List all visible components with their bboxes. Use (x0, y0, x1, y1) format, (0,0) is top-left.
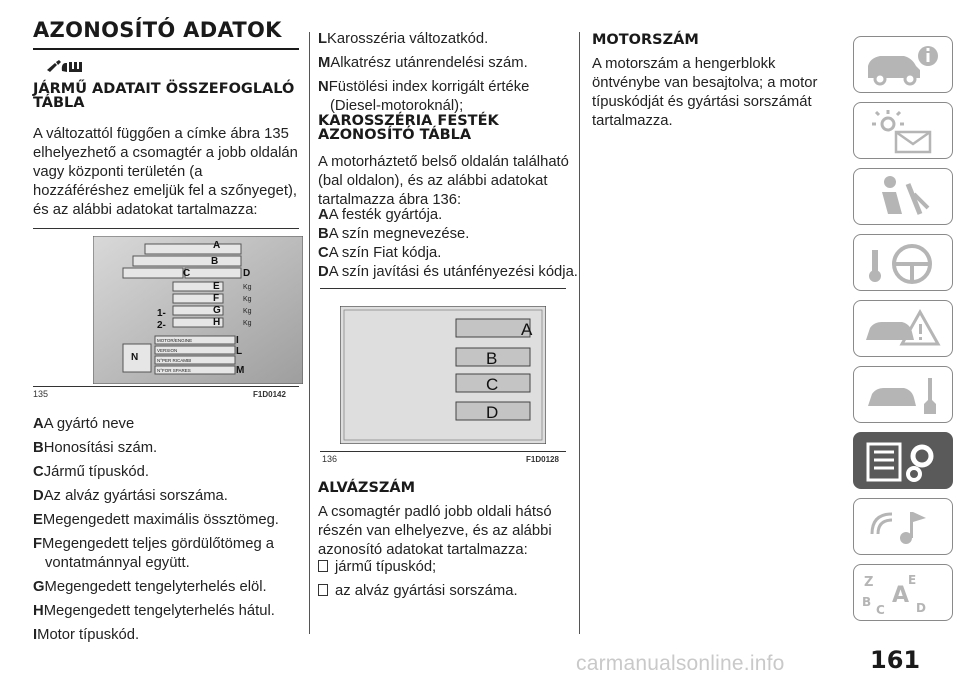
list-item: DAz alváz gyártási sorszáma. (33, 488, 228, 504)
steering-wheel-key-icon (862, 240, 946, 286)
page-number: 161 (870, 646, 921, 674)
svg-text:D: D (916, 601, 926, 615)
list-item: BA szín megnevezése. (318, 226, 470, 242)
car-info-icon (862, 42, 946, 88)
tab-safety[interactable] (853, 168, 953, 225)
plate-label-i: I (236, 335, 239, 346)
list-item: MAlkatrész utánrendelési szám. (318, 55, 528, 71)
list-item: CA szín Fiat kódja. (318, 245, 442, 261)
watermark: carmanualsonline.info (576, 652, 785, 675)
svg-text:A: A (892, 583, 910, 608)
svg-text:C: C (876, 603, 885, 616)
list-item: HMegengedett tengelyterhelés hátul. (33, 603, 275, 619)
vehicle-data-list-continued (318, 30, 574, 121)
car-maintenance-icon (862, 372, 946, 418)
plate-unit-kg: Kg (243, 308, 252, 315)
plate-label-l: L (236, 346, 243, 357)
column-divider (579, 32, 580, 634)
plate-label-f: F (213, 293, 220, 304)
plate-row-motor: MOTOR/ENGINE (157, 338, 193, 343)
plate-label-two: 2- (157, 320, 166, 331)
list-item: CJármű típuskód. (33, 464, 149, 480)
plate-label-m: M (236, 365, 245, 376)
paint-plate-label-d: D (486, 403, 499, 422)
figure-number: 135 (33, 389, 49, 399)
paint-plate-heading: KAROSSZÉRIA FESTÉK AZONOSÍTÓ TÁBLA (318, 113, 499, 143)
plate-unit-kg: Kg (243, 296, 252, 303)
paint-plate-label-c: C (486, 375, 499, 394)
paint-plate-list (318, 206, 578, 282)
tab-emergency[interactable] (853, 300, 953, 357)
engine-number-heading: MOTORSZÁM (592, 32, 699, 48)
chassis-number-intro: A csomagtér padló jobb oldali hátsó részén van elhelyezve, és az alábbi azonosító adatokat tartalmazza: (318, 504, 552, 558)
emergency-car-icon (862, 306, 946, 352)
chassis-number-heading: ALVÁZSZÁM (318, 480, 416, 496)
engine-number-text: A motorszám a hengerblokk öntvénybe van besajtolva; a motor típuskódját és gyártási sorszámát tartalmazza. (592, 56, 818, 129)
list-item: DA szín javítási és utánfényezési kódja. (318, 264, 578, 280)
plate-row-paint: N°PER RICAMBI (157, 358, 192, 363)
paint-plate-label-a: A (521, 320, 533, 339)
list-item: FMegengedett teljes gördülőtömeg a vontatmánnyal együtt. (33, 536, 275, 571)
plate-unit-kg: Kg (243, 284, 252, 291)
paint-plate-figure (340, 306, 546, 444)
diesel-versions-icon (45, 58, 89, 76)
plate-unit-kg: Kg (243, 320, 252, 327)
plate-row-version: VERSION (157, 348, 178, 353)
dashboard-lights-icon (862, 108, 946, 154)
list-item: NFüstölési index korrigált értéke (Diesel-motoroknál); (318, 79, 530, 114)
page-title: AZONOSÍTÓ ADATOK (33, 18, 282, 42)
chassis-number-list (318, 558, 574, 606)
vehicle-data-plate-figure (93, 236, 303, 384)
alphabetical-index-icon (862, 570, 946, 616)
checkbox-bullet-icon (318, 584, 328, 596)
tab-dashboard-lights[interactable] (853, 102, 953, 159)
list-item: GMegengedett tengelyterhelés elöl. (33, 579, 267, 595)
svg-text:Z: Z (864, 575, 874, 590)
list-item: jármű típuskód; (318, 558, 574, 577)
tab-starting-driving[interactable] (853, 234, 953, 291)
list-item: EMegengedett maximális össztömeg. (33, 512, 279, 528)
plate-label-a: A (213, 240, 221, 251)
tab-index[interactable] (853, 564, 953, 621)
vehicle-data-intro: A változattól függően a címke ábra 135 elhelyezhető a csomagtér a jobb oldalán vagy központi területén (a hozzáféréshez emeljük fel a szőnyeget), és az alábbi adatokat tartalmazza: (33, 126, 298, 218)
paint-plate-label-b: B (486, 349, 498, 368)
plate-label-g: G (213, 305, 221, 316)
figure-top-rule (33, 228, 299, 229)
figure-code: F1D0128 (526, 455, 559, 464)
safety-seat-icon (862, 174, 946, 220)
tab-maintenance[interactable] (853, 366, 953, 423)
list-item: IMotor típuskód. (33, 627, 140, 643)
plate-label-h: H (213, 317, 221, 328)
vehicle-data-heading: JÁRMŰ ADATAIT ÖSSZEFOGLALÓ TÁBLA (33, 81, 295, 111)
vehicle-data-list (33, 415, 303, 650)
paint-plate-intro: A motorháztető belső oldalán található (bal oldalon), és az alábbi adatokat tartalmazza ábra 136: (318, 154, 569, 208)
multimedia-icon (862, 504, 946, 550)
figure-top-rule (320, 288, 566, 289)
tab-car-info[interactable] (853, 36, 953, 93)
plate-label-n: N (131, 352, 139, 363)
checkbox-bullet-icon (318, 560, 328, 572)
plate-label-d: D (243, 268, 251, 279)
list-item: BHonosítási szám. (33, 440, 158, 456)
list-item: AA gyártó neve (33, 416, 135, 432)
svg-text:E: E (908, 573, 917, 587)
svg-text:B: B (862, 595, 872, 609)
plate-label-one: 1- (157, 308, 166, 319)
plate-label-e: E (213, 281, 220, 292)
tab-multimedia[interactable] (853, 498, 953, 555)
figure-code: F1D0142 (253, 390, 286, 399)
tab-technical-data[interactable] (853, 432, 953, 489)
list-item: LKarosszéria változatkód. (318, 31, 489, 47)
plate-row-spares: N°FOR SPARES (157, 368, 191, 373)
figure-bottom-rule (33, 386, 299, 387)
figure-number: 136 (322, 454, 338, 464)
column-divider (309, 32, 310, 634)
list-item: AA festék gyártója. (318, 207, 443, 223)
figure-bottom-rule (320, 451, 566, 452)
plate-label-c: C (183, 268, 191, 279)
list-item: az alváz gyártási sorszáma. (318, 582, 574, 601)
title-rule (33, 48, 299, 50)
technical-data-icon (862, 438, 946, 484)
plate-label-b: B (211, 256, 219, 267)
